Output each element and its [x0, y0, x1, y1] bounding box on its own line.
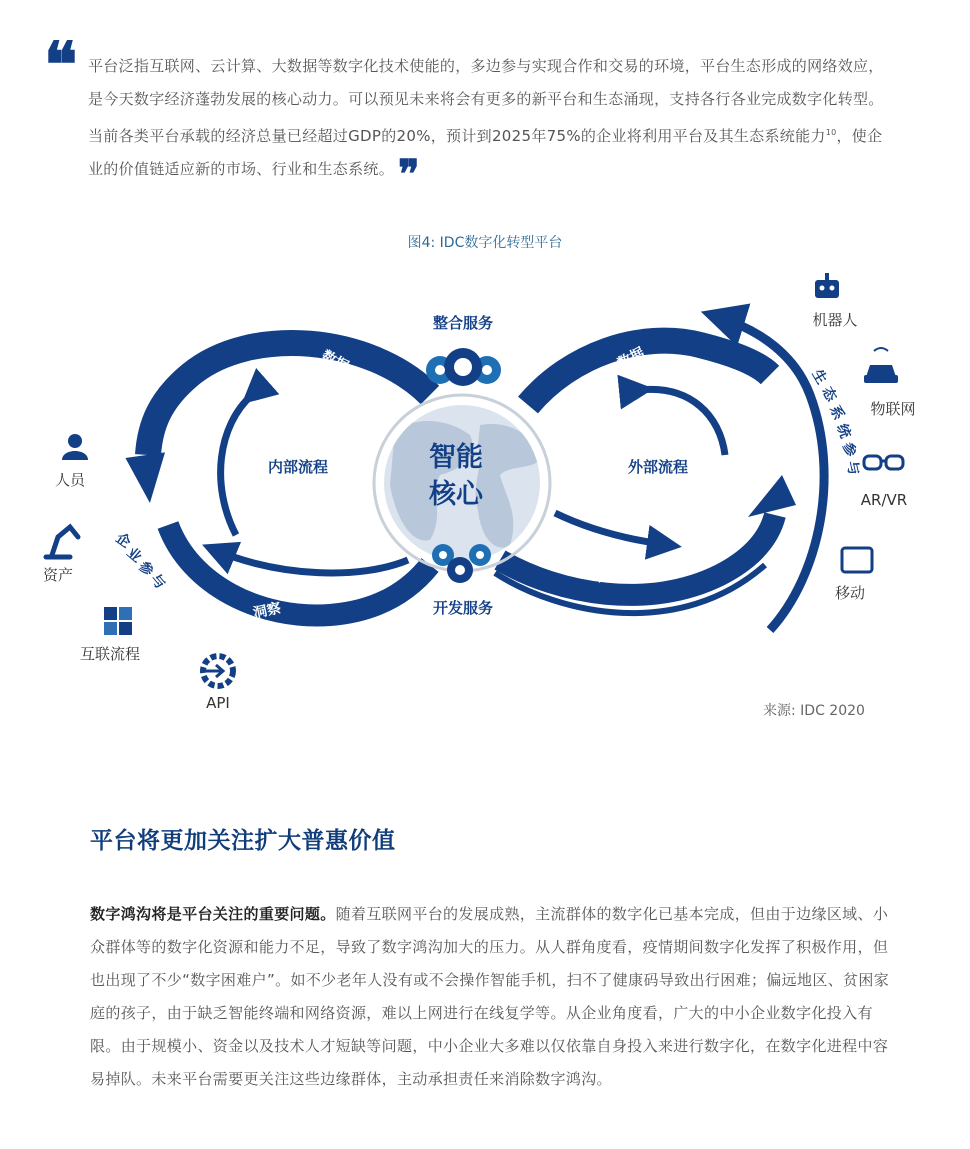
left-top-arrowhead	[125, 452, 171, 505]
body-paragraph: 随着互联网平台的发展成熟，主流群体的数字化已基本完成，但由于边缘区域、小众群体等的数字化资源和能力不足，导致了数字鸿沟加大的压力。从人群角度看，疫情期间数字化发挥了积极作用，但也出现了不少“数字困难户”。如不少老年人没有或不会操作智能手机，扫不了健康码导致出行困难；偏远地区、贫困家庭的孩子，由于缺乏智能终端和网络资源，难以上网进行在线复学等。从企业角度看，广大的中小企业数字化投入有限。由于规模小、资金以及技术人才短缺等问题，中小企业大多难以仅依靠自身投入来进行数字化，在数字化进程中容易掉队。未来平台需要更关注这些边缘群体，主动承担责任来消除数字鸿沟。	[90, 905, 890, 1088]
left-arc-char: 企	[112, 530, 134, 552]
core-line1: 智能	[429, 442, 483, 473]
platform-diagram	[0, 255, 970, 725]
left-insight-label: 洞察	[251, 600, 283, 622]
figure-source: 来源: IDC 2020	[763, 703, 865, 719]
right-arc-char: 态	[818, 384, 840, 405]
right-arc-char: 系	[826, 403, 847, 423]
top-service-label: 整合服务	[432, 314, 494, 332]
left-arc-char: 业	[123, 544, 145, 567]
right-arc-char: 参	[839, 440, 859, 459]
left-arc-char: 参	[135, 558, 157, 580]
right-mid-arrow	[555, 513, 668, 545]
right-item-robot: 机器人	[812, 311, 858, 329]
right-arc-char: 与	[843, 459, 862, 477]
ar-vr-glasses-icon	[864, 456, 903, 469]
puzzle-icon	[104, 607, 132, 635]
quote-text: 平台泛指互联网、云计算、大数据等数字化技术使能的，多边参与实现合作和交易的环境，平台生态形成的网络效应，是今天数字经济蓬勃发展的核心动力。可以预见未来将会有更多的新平台和生态涌现，支持各行各业完成数字化转型。当前各类平台承载的经济总量已经超过GDP的20%，预计到2025年75%的企业将利用平台及其生态系统能力	[88, 57, 884, 145]
right-arc-char: 生	[808, 367, 830, 388]
quote-paragraph	[88, 50, 888, 198]
person-icon	[62, 434, 88, 460]
section-title: 平台将更加关注扩大普惠价值	[90, 828, 396, 854]
robot-arm-icon	[46, 527, 78, 557]
right-top-band	[528, 341, 770, 405]
quote-text-tail: ，使企业的价值链适应新的市场、行业和生态系统。	[88, 127, 883, 178]
right-action-label: 行动	[593, 564, 625, 586]
section-body	[90, 898, 890, 1096]
bottom-service-label: 开发服务	[432, 599, 494, 617]
robot-icon	[815, 273, 839, 298]
tablet-icon	[842, 548, 872, 572]
close-quote-icon: ❞	[398, 151, 420, 198]
right-bottom-arrowhead	[748, 475, 796, 517]
enterprise-participation-text	[113, 529, 169, 592]
right-arc-char: 统	[833, 421, 854, 441]
right-inner-arc	[640, 389, 725, 455]
external-process-label: 外部流程	[627, 458, 689, 476]
right-data-label: 数据	[615, 344, 648, 373]
lead-sentence: 数字鸿沟将是平台关注的重要问题。	[90, 905, 336, 923]
api-gear-icon	[203, 656, 233, 686]
left-item-assets: 资产	[42, 566, 74, 584]
iot-car-icon	[864, 348, 898, 383]
right-bottom-band	[500, 515, 775, 595]
left-item-api: API	[206, 694, 230, 712]
left-data-label: 数据	[318, 347, 351, 376]
figure-caption: 图4: IDC数字化转型平台	[407, 235, 563, 251]
top-gears-icon	[426, 348, 501, 386]
open-quote-icon: ❝	[44, 28, 78, 101]
left-arc-char: 与	[146, 571, 169, 593]
right-item-ar-vr: AR/VR	[860, 491, 908, 509]
left-inner-arc	[221, 395, 252, 535]
right-item-iot: 物联网	[870, 400, 916, 418]
left-lower-arrow	[215, 550, 408, 573]
internal-process-label: 内部流程	[267, 458, 329, 476]
right-item-mobile: 移动	[834, 584, 866, 602]
footnote-ref: 10	[825, 128, 837, 137]
left-item-connected-process: 互联流程	[79, 645, 141, 663]
core-line2: 核心	[429, 479, 483, 510]
left-item-people: 人员	[54, 471, 86, 489]
